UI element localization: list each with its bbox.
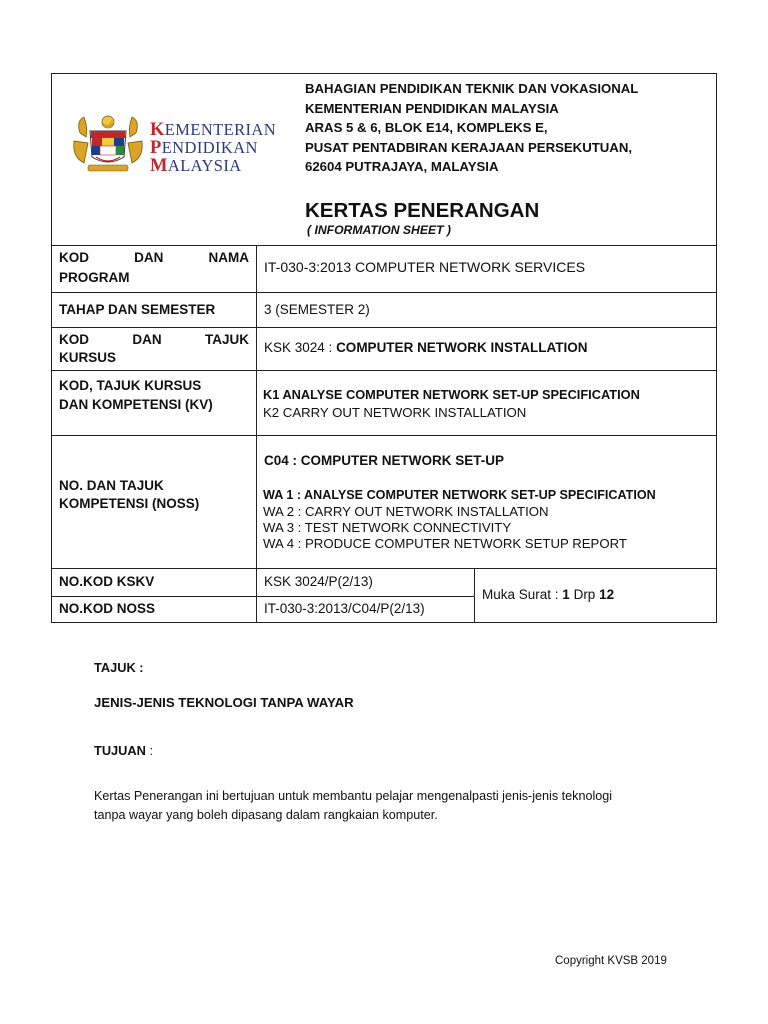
row-divider: [51, 292, 717, 293]
page-number: Muka Surat : 1 Drp 12: [482, 587, 615, 602]
logo-line: KEMENTERIAN: [150, 120, 277, 140]
row-divider: [51, 245, 717, 246]
kskv-label: NO.KOD KSKV: [59, 574, 155, 589]
row-divider: [51, 370, 717, 371]
ministry-logo: [70, 113, 290, 175]
noss-code-value: IT-030-3:2013/C04/P(2/13): [264, 601, 425, 616]
program-label-line2: PROGRAM: [59, 270, 130, 285]
kv-k1: K1 ANALYSE COMPUTER NETWORK SET-UP SPECIFICATION: [263, 387, 640, 402]
noss-c04: C04 : COMPUTER NETWORK SET-UP: [264, 453, 505, 468]
address-line: ARAS 5 & 6, BLOK E14, KOMPLEKS E,: [305, 120, 548, 135]
page-subtitle: ( INFORMATION SHEET ): [307, 223, 451, 237]
paragraph-line: tanpa wayar yang boleh dipasang dalam rangkaian komputer.: [94, 808, 438, 822]
course-label-line2: KURSUS: [59, 350, 117, 365]
noss-label: NO. DAN TAJUK: [59, 478, 164, 493]
kv-label: KOD, TAJUK KURSUS: [59, 378, 202, 393]
level-label: TAHAP DAN SEMESTER: [59, 302, 216, 317]
tajuk-value: JENIS-JENIS TEKNOLOGI TANPA WAYAR: [94, 695, 354, 710]
paragraph-line: Kertas Penerangan ini bertujuan untuk membantu pelajar mengenalpasti jenis-jenis teknologi: [94, 789, 613, 803]
noss-wa2: WA 2 : CARRY OUT NETWORK INSTALLATION: [263, 504, 549, 519]
tajuk-label: TAJUK :: [94, 660, 144, 675]
noss-label-line2: KOMPETENSI (NOSS): [59, 496, 200, 511]
column-divider: [256, 245, 257, 623]
column-divider: [474, 568, 475, 623]
program-value: IT-030-3:2013 COMPUTER NETWORK SERVICES: [264, 259, 586, 275]
address-line: PUSAT PENTADBIRAN KERAJAAN PERSEKUTUAN,: [305, 139, 633, 155]
row-divider: [51, 327, 717, 328]
tujuan-heading: TUJUAN :: [94, 743, 154, 758]
logo-wordmark: [150, 121, 276, 175]
course-label: KOD DAN TAJUK: [59, 332, 249, 347]
noss-code-label: NO.KOD NOSS: [59, 601, 156, 616]
course-value: KSK 3024 : COMPUTER NETWORK INSTALLATION: [264, 340, 588, 355]
noss-wa4: WA 4 : PRODUCE COMPUTER NETWORK SETUP REPORT: [263, 536, 627, 551]
purpose-paragraph: [94, 787, 612, 825]
kskv-value: KSK 3024/P(2/13): [264, 574, 373, 589]
address-block: [305, 79, 638, 177]
logo-line: MALAYSIA: [150, 156, 242, 176]
copyright: Copyright KVSB 2019: [555, 955, 667, 967]
level-value: 3 (SEMESTER 2): [264, 302, 370, 317]
noss-wa3: WA 3 : TEST NETWORK CONNECTIVITY: [263, 520, 512, 535]
kv-k2: K2 CARRY OUT NETWORK INSTALLATION: [263, 405, 527, 420]
row-divider: [51, 568, 717, 569]
kv-label-line2: DAN KOMPETENSI (KV): [59, 397, 213, 412]
noss-wa1: WA 1 : ANALYSE COMPUTER NETWORK SET-UP SPECIFICATION: [263, 488, 656, 502]
logo-line: PENDIDIKAN: [150, 138, 258, 158]
row-divider: [51, 596, 475, 597]
page-title: KERTAS PENERANGAN: [305, 199, 540, 222]
address-line: 62604 PUTRAJAYA, MALAYSIA: [305, 159, 499, 174]
malaysia-crest-icon: [70, 113, 146, 175]
program-label: KOD DAN NAMA: [59, 250, 249, 265]
row-divider: [51, 435, 717, 436]
address-line: BAHAGIAN PENDIDIKAN TEKNIK DAN VOKASIONAL: [305, 81, 639, 96]
address-line: KEMENTERIAN PENDIDIKAN MALAYSIA: [305, 100, 559, 116]
